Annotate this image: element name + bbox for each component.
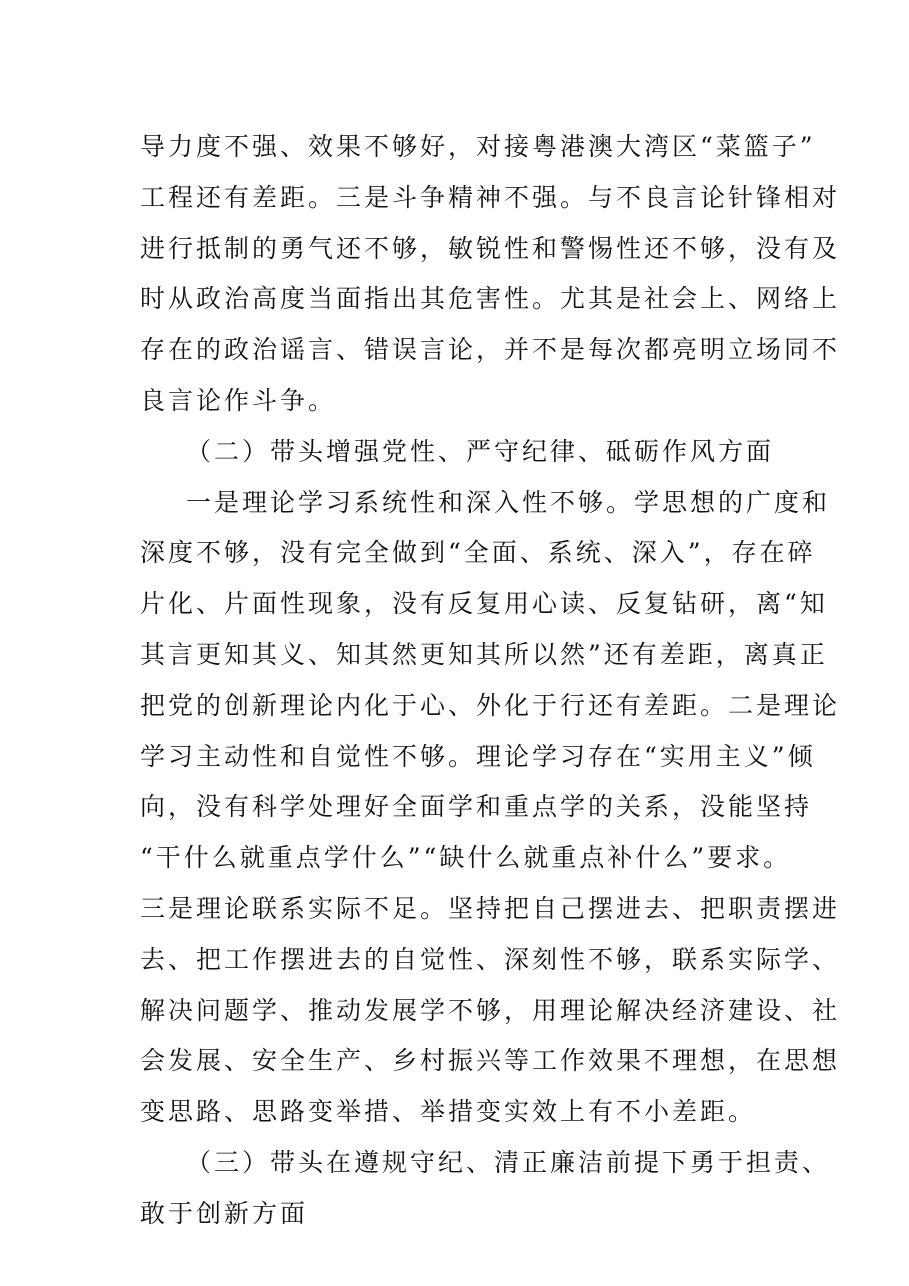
text-line: 进行抵制的勇气还不够，敏锐性和警惕性还不够，没有及 (140, 233, 841, 263)
text-line: 存在的政治谣言、错误言论，并不是每次都亮明立场同不 (140, 335, 841, 365)
section-heading: （二）带头增强党性、严守纪律、砥砺作风方面 (186, 436, 775, 466)
text-line: 变思路、思路变举措、举措变实效上有不小差距。 (140, 1097, 757, 1127)
text-line: 会发展、安全生产、乡村振兴等工作效果不理想，在思想 (140, 1046, 841, 1076)
text-line: 工程还有差距。三是斗争精神不强。与不良言论针锋相对 (140, 182, 841, 212)
text-line: 良言论作斗争。 (140, 386, 337, 415)
text-line: 时从政治高度当面指出其危害性。尤其是社会上、网络上 (140, 284, 841, 314)
text-line: 深度不够，没有完全做到“全面、系统、深入”，存在碎 (140, 538, 816, 568)
text-line: 三是理论联系实际不足。坚持把自己摆进去、把职责摆进 (140, 894, 841, 923)
text-line: 一是理论学习系统性和深入性不够。学思想的广度和 (186, 487, 831, 517)
text-line: 片化、片面性现象，没有反复用心读、反复钻研，离“知 (140, 589, 828, 619)
text-line: 把党的创新理论内化于心、外化于行还有差距。二是理论 (140, 690, 841, 720)
text-line: 学习主动性和自觉性不够。理论学习存在“实用主义”倾 (140, 741, 816, 771)
text-line: 导力度不强、效果不够好，对接粤港澳大湾区“菜篮子” (140, 132, 816, 161)
text-line: 敢于创新方面 (140, 1198, 309, 1228)
text-line: 向，没有科学处理好全面学和重点学的关系，没能坚持 (140, 792, 813, 822)
section-heading: （三）带头在遵规守纪、清正廉洁前提下勇于担责、 (186, 1148, 831, 1177)
text-line: 解决问题学、推动发展学不够，用理论解决经济建设、社 (140, 995, 841, 1025)
text-line: “干什么就重点学什么”“缺什么就重点补什么”要求。 (140, 843, 792, 873)
text-line: 其言更知其义、知其然更知其所以然”还有差距，离真正 (140, 640, 828, 669)
text-line: 去、把工作摆进去的自觉性、深刻性不够，联系实际学、 (140, 944, 841, 974)
